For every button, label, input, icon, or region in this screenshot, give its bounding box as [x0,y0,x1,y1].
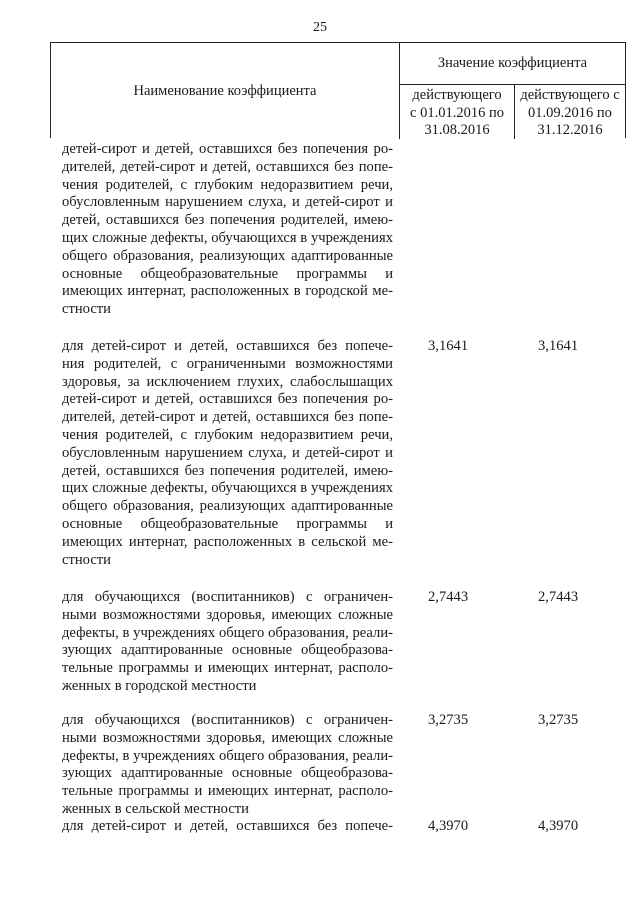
coefficient-name-cell [62,141,393,319]
text-line: обусловленным нарушением слуха, и детей-сирот и [62,194,393,211]
coefficient-value-period-1: 3,1641 [428,338,469,354]
coefficient-value-period-2: 2,7443 [538,589,579,605]
text-line: тельные программы и имеющих интернат, располо- [62,783,393,800]
text-line: дефекты, в учреждениях общего образования, реали- [62,747,393,764]
coefficient-name-cell [62,712,393,819]
header-period-2-line: 31.12.2016 [537,122,603,138]
header-period-1-line: 31.08.2016 [424,122,490,138]
page-number: 25 [313,20,327,35]
text-line: имеющих интернат, расположенных в городской ме- [62,283,393,300]
coefficient-value-period-2: 4,3970 [538,818,579,834]
text-line: женных в сельской местности [62,800,249,817]
text-line: стности [62,551,111,568]
coefficient-value-period-2: 3,1641 [538,338,579,354]
text-line: зующих адаптированные основные общеобразова- [62,642,393,659]
text-line: детей-сирот и детей, оставшихся без попечения ро- [62,141,393,157]
coefficient-value-period-1: 2,7443 [428,589,469,605]
text-line: женных в городской местности [62,677,257,694]
text-line: детей-сирот и детей, оставшихся без попечения ро- [62,391,393,408]
text-line: чения родителей, с глубоким недоразвитием речи, [62,426,393,443]
text-line: для обучающихся (воспитанников) с ограничен- [62,712,393,728]
header-period-1-line: действующего [412,87,502,103]
coefficient-value-period-2: 3,2735 [538,712,579,728]
text-line: тельные программы и имеющих интернат, располо- [62,660,393,677]
text-line: здоровья, за исключением глухих, слабослышащих [62,373,393,390]
text-line: дителей, детей-сирот и детей, оставшихся без попе- [62,409,393,426]
text-line: стности [62,301,111,318]
text-line: для детей-сирот и детей, оставшихся без попече- [62,818,393,834]
text-line: ными возможностями здоровья, имеющих сложные [62,729,393,746]
coefficient-name-cell [62,589,393,696]
header-value-group: Значение коэффициента [400,43,625,85]
header-period-2 [515,85,625,139]
header-period-1-line: с 01.01.2016 по [410,104,504,121]
text-line: щих сложные дефекты, обучающихся в учреждениях [62,480,393,497]
text-line: имеющих интернат, расположенных в сельской ме- [62,533,393,550]
text-line: чения родителей, с глубоким недоразвитием речи, [62,176,393,193]
header-name-column: Наименование коэффициента [51,43,400,139]
text-line: дефекты, в учреждениях общего образования, реали- [62,624,393,641]
text-line: щих сложные дефекты, обучающихся в учреждениях [62,229,393,246]
header-period-2-line: 01.09.2016 по [528,104,612,121]
header-period-2-line: действующего с [520,87,620,103]
header-period-1 [400,85,515,139]
coefficient-value-period-1: 4,3970 [428,818,469,834]
text-line: зующих адаптированные основные общеобразова- [62,765,393,782]
coefficient-name-cell [62,338,393,569]
text-line: общего образования, реализующих адаптированные [62,247,393,264]
text-line: для обучающихся (воспитанников) с ограничен- [62,589,393,605]
text-line: для детей-сирот и детей, оставшихся без попече- [62,338,393,354]
text-line: детей, оставшихся без попечения родителей, имею- [62,462,393,479]
coefficient-value-period-1: 3,2735 [428,712,469,728]
text-line: общего образования, реализующих адаптированные [62,498,393,515]
text-line: дителей, детей-сирот и детей, оставшихся без попе- [62,158,393,175]
table-header [50,42,626,138]
text-line: ными возможностями здоровья, имеющих сложные [62,606,393,623]
text-line: основные общеобразовательные программы и [62,265,393,282]
text-line: обусловленным нарушением слуха, и детей-сирот и [62,444,393,461]
coefficient-name-cell [62,818,393,836]
text-line: ния родителей, с ограниченными возможностями [62,355,393,372]
text-line: детей, оставшихся без попечения родителей, имею- [62,212,393,229]
text-line: основные общеобразовательные программы и [62,515,393,532]
